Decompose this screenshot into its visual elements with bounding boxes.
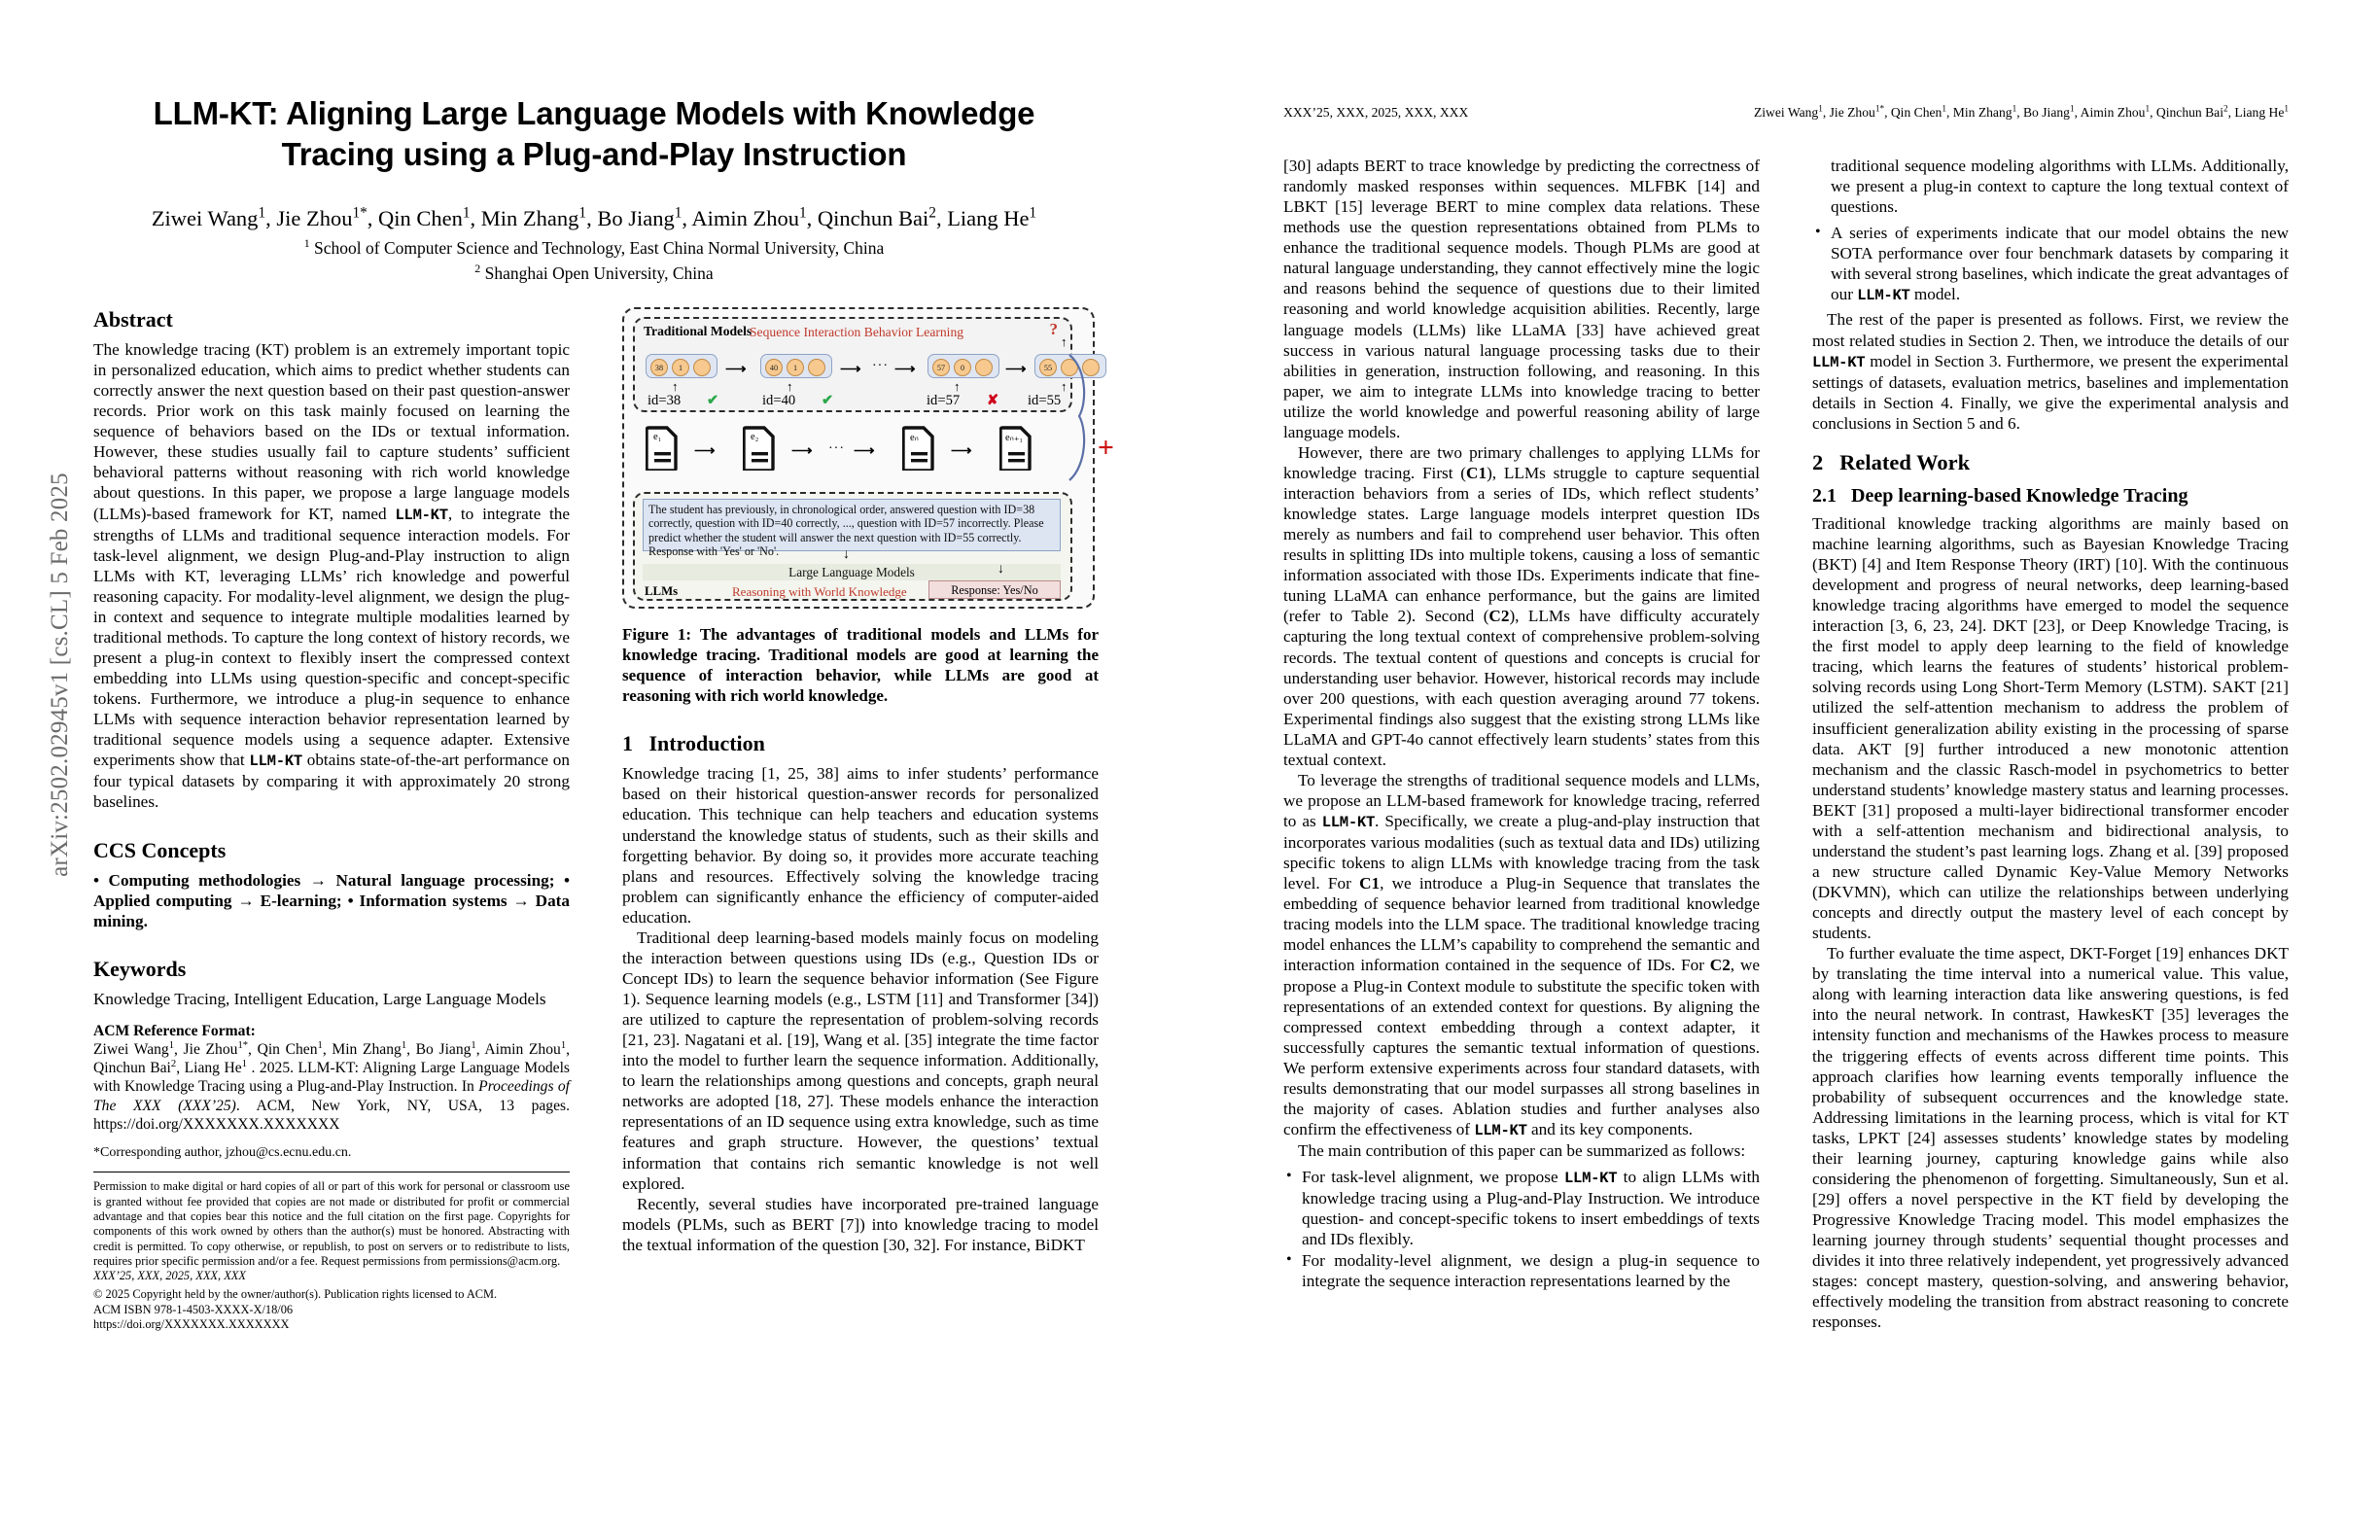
document-label: e₁ xyxy=(653,432,662,442)
related-work-paragraph-1: Traditional knowledge tracking algorithms are mainly based on machine learning algorithms, such as Bayesian Knowledge Tracing (BKT) [4] and Item Response Theory (IRT) [10]. With the continuous development and progress of neural networks, deep learning-based knowledge tracing algorithms have emerged to model the sequence interaction [3, 6, 23, 24]. DKT [23], or Deep Knowledge Tracing, is the first model to apply deep learning to the field of knowledge tracing, which learns the features of students’ historical problem-solving records using Long Short-Term Memory (LSTM). SAKT [21] utilized the self-attention mechanism to address the problem of insufficient generalization ability existing in the processing of sparse data. AKT [9] further introduced a new monotonic attention mechanism and the classic Rasch-model in psychometrics to better understand students’ knowledge mastery status and learning processes. BEKT [31] proposed a multi-layer bidirectional transformer encoder with a self-attention mechanism and bidirectional analysis, to understand the student’s past learning logs. Zhang et al. [39] proposed a new structure called Dynamic Key-Value Memory Networks (DKVMN), which can utilize the relationships between underlying concepts and directly output the mastery level of each concept by students. xyxy=(1812,513,2289,943)
bullet-2-continuation: traditional sequence modeling algorithms with LLMs. Additionally, we present a plug-in context to capture the long textual context of questions. xyxy=(1831,157,2289,217)
list-item: • For modality-level alignment, we design a plug-in sequence to integrate the sequence interaction representations learned by the xyxy=(1302,1250,1760,1291)
page-2-columns xyxy=(1283,156,2289,1410)
id-circle-flag: 1 xyxy=(787,359,804,376)
subsection-title: Deep learning-based Knowledge Tracing xyxy=(1851,484,2188,507)
id-circle-blank xyxy=(693,359,711,376)
copyright-permission: Permission to make digital or hard copies of all or part of this work for personal or classroom use is granted without fee provided that copies are not made or distributed for profit or commercial advantage and that copies bear this notice and the full citation on the first page. Copyrights for components of this work owned by others than the author(s) must be honored. Abstracting with credit is permitted. To copy otherwise, or republish, to post on servers or to redistribute to lists, requires prior specific permission and/or a fee. Request permissions from permissions@acm.org. xyxy=(93,1179,570,1268)
id-label: id=57 xyxy=(927,393,961,408)
contributions-list xyxy=(1283,1167,1760,1291)
plus-icon: + xyxy=(1097,432,1114,464)
id-token-box xyxy=(760,354,832,378)
id-circle-number: 55 xyxy=(1039,359,1057,376)
contributions-list-cont xyxy=(1812,223,2289,305)
document-icon xyxy=(743,426,776,471)
keywords-heading: Keywords xyxy=(93,957,187,982)
page-1-column-left xyxy=(93,307,570,1332)
page-2-column-left xyxy=(1283,156,1760,1293)
llms-tag: LLMs xyxy=(645,584,679,598)
reasoning-with-world-knowledge-label: Reasoning with World Knowledge xyxy=(732,584,907,599)
introduction-heading xyxy=(622,731,1099,756)
copyright-doi: https://doi.org/XXXXXXX.XXXXXXX xyxy=(93,1317,290,1332)
ellipsis-icon: ··· xyxy=(872,359,889,373)
document-label: eₙ₊₁ xyxy=(1005,433,1024,443)
copyright-holder: © 2025 Copyright held by the owner/author(s). Publication rights licensed to ACM. xyxy=(93,1287,498,1302)
paper-organization-paragraph: The rest of the paper is presented as follows. First, we review the most related studies in Section 2. Then, we introduce the details of our LLM-KT model in Section 3. Furthermore, we present the experimental settings of datasets, evaluation metrics, baselines and implementation details in Section 4. Finally, we give the experimental analysis and conclusions in Section 5 and 6. xyxy=(1812,310,2289,433)
page-2-column-right xyxy=(1812,156,2289,1332)
id-circle-flag: 0 xyxy=(954,359,971,376)
id-circle-blank xyxy=(975,359,993,376)
arrow-right-icon: ⟶ xyxy=(951,443,972,459)
running-head-authors: Ziwei Wang$^1$, Jie Zhou$^{1*}$, Qin Chen$^1$, Min Zhang$^1$, Bo Jiang$^1$, Aimin Zhou$^1$, Qinchun Bai$^2$, Liang He$^1$ xyxy=(1753,103,2289,120)
arrow-right-icon: ⟶ xyxy=(894,362,916,377)
page-title: LLM-KT: Aligning Large Language Models with Knowledge Tracing using a Plug-and-Play Instruction xyxy=(153,95,1035,173)
response-box: Response: Yes/No xyxy=(928,580,1061,599)
introduction-title: Introduction xyxy=(648,731,765,756)
author-list: Ziwei Wang$^1$, Jie Zhou$^{1*}$, Qin Chen$^1$, Min Zhang$^1$, Bo Jiang$^1$, Aimin Zhou$^1$, Qinchun Bai$^2$, Liang He$^1$ xyxy=(151,204,1037,231)
copyright-isbn: ACM ISBN 978-1-4503-XXXX-X/18/06 xyxy=(93,1302,294,1316)
id-circle-blank xyxy=(808,359,825,376)
introduction-paragraph-1: Knowledge tracing [1, 25, 38] aims to infer students’ performance based on their historical question-answer records for personalized education. This technique can help teachers and education systems understand the knowledge status of students, such as their skills and forgetting behavior. By doing so, it provides more accurate teaching plans and resources. Effectively solving the knowledge tracing problem can significantly enhance the efficiency of computer-aided education. xyxy=(622,764,1099,927)
arrow-right-icon: ⟶ xyxy=(694,443,716,459)
affiliation-1: $^1$ School of Computer Science and Technology, East China Normal University, China xyxy=(303,236,885,259)
correct-check-icon: ✔ xyxy=(822,393,834,408)
page-1-header-block xyxy=(93,93,1095,287)
copyright-venue: XXX’25, XXX, 2025, XXX, XXX xyxy=(93,1269,246,1283)
document-sequence-row xyxy=(638,426,1075,484)
arrow-up-icon: ↑ xyxy=(672,379,679,394)
page-1-column-right xyxy=(622,307,1114,1255)
large-language-models-band: Large Language Models xyxy=(643,564,1061,580)
arrow-down-icon: ↓ xyxy=(998,562,1004,577)
id-label: id=38 xyxy=(648,393,682,408)
arrow-right-icon: ⟶ xyxy=(854,443,875,459)
affiliation-2: $^2$ Shanghai Open University, China xyxy=(474,262,714,284)
arrow-down-icon: ↓ xyxy=(843,547,850,562)
id-label: id=40 xyxy=(762,393,796,408)
figure-1 xyxy=(622,307,1114,706)
list-item: • For task-level alignment, we propose LLM-KT to align LLMs with knowledge tracing using a Plug-and-Play Instruction. We introduce question- and concept-specific tokens to insert embeddings of texts and IDs flexibly. xyxy=(1302,1167,1760,1249)
document-label: e₂ xyxy=(751,432,759,442)
arrow-up-icon: ↑ xyxy=(1061,334,1068,349)
figure-1-frame xyxy=(622,307,1114,609)
arrow-right-icon: ⟶ xyxy=(1005,362,1027,377)
traditional-models-label: Traditional Models xyxy=(644,324,752,338)
acm-reference-heading: ACM Reference Format: xyxy=(93,1022,256,1039)
page-2-paragraph-2: However, there are two primary challenges to applying LLMs for knowledge tracing. First (C1), LLMs struggle to capture sequential interaction behaviors from a series of IDs, which reflect students’ knowledge states. Large language models interpret question IDs merely as numbers and fail to comprehend user behavior. This often results in splitting IDs into multiple tokens, causing a loss of semantic information associated with those IDs. Experiments indicate that fine-tuning LLaMA can enhance performance, but the gains are limited (refer to Table 2). Second (C2), LLMs have difficulty accurately capturing the long textual context of comprehensive problem-solving records. The textual content of questions and concepts is crucial for understanding user behavior. However, historical records may include over 200 questions, with each question averaging around 77 tokens. Experimental findings also suggest that the existing strong LLMs like LLaMA and GPT-4o cannot effectively learn students’ states from this textual context. xyxy=(1283,442,1760,769)
id-circle-number: 40 xyxy=(765,359,783,376)
ccs-text: • Computing methodologies → Natural language processing; • Applied computing → E-learning; • Information systems → Data mining. xyxy=(93,870,570,931)
related-work-paragraph-2: To further evaluate the time aspect, DKT-Forget [19] enhances DKT by translating the time interval into a numerical value. This value, along with learning interaction data like answering questions, is fed into the neural network. In contrast, HawkesKT [35] leverages the intensity function and mechanisms of the Hawkes process to measure the triggering effects of events across different time points. This approach clarifies how learning events temporally influence the probability of subsequent occurrences and the knowledge state. Addressing limitations in the learning process, which is vital for KT tasks, LPKT [24] assesses students’ knowledge states by modeling their learning journey, capturing knowledge gains while also considering the phenomenon of forgetting. Simultaneously, Sun et al. [29] offers a novel perspective in the KT field by developing the Progressive Knowledge Tracing model. This model emphasizes the learning journey through students’ sequential thought processes and divides it into three relatively independent, yet progressively advanced stages: concept mastery, question-solving, and answering behavior, effectively modeling the transition from abstract reasoning to concrete responses. xyxy=(1812,944,2289,1332)
abstract-heading: Abstract xyxy=(93,307,173,332)
related-work-title: Related Work xyxy=(1839,449,1971,474)
prompt-textbox: The student has previously, in chronological order, answered question with ID=38 correctly, question with ID=40 correctly, ..., question with ID=57 incorrectly. Please predict whether the student will answer the next question with ID=55 correctly. Response with 'Yes' or 'No'. xyxy=(643,499,1061,551)
arrow-right-icon: ⟶ xyxy=(840,362,861,377)
id-circle-number: 38 xyxy=(650,359,668,376)
document-label: eₙ xyxy=(910,433,919,443)
id-sequence-row xyxy=(646,354,1071,379)
running-head-venue: XXX’25, XXX, 2025, XXX, XXX xyxy=(1283,105,1469,120)
id-label: id=55 xyxy=(1028,393,1062,408)
correct-check-icon: ✔ xyxy=(707,393,719,408)
acm-reference-text: Ziwei Wang$^1$, Jie Zhou$^{1*}$, Qin Chen$^1$, Min Zhang$^1$, Bo Jiang$^1$, Aimin Zhou$^1$, Qinchun Bai$^2$, Liang He$^1$ . 2025. LLM-KT: Aligning Large Language Models with Knowledge Tracing using a Plug-and-Play Instruction. In Proceedings of The XXX (XXX’25). ACM, New York, NY, USA, 13 pages. https://doi.org/XXXXXXX.XXXXXXX xyxy=(93,1039,571,1133)
figure-1-caption: Figure 1: The advantages of traditional models and LLMs for knowledge tracing. Traditional models are good at learning the sequence of interaction behavior, while LLMs are good at reasoning with rich world knowledge. xyxy=(622,625,1099,706)
arrow-right-icon: ⟶ xyxy=(725,362,747,377)
model-name-token: LLM-KT xyxy=(395,506,448,524)
arrow-right-icon: ⟶ xyxy=(791,443,813,459)
introduction-paragraph-3: Recently, several studies have incorporated pre-trained language models (PLMs, such as BERT [7]) into knowledge tracing to model the textual information of the question [30, 32]. For instance, BiDKT xyxy=(622,1194,1099,1254)
model-name-token: LLM-KT xyxy=(249,752,302,771)
list-item: • A series of experiments indicate that our model obtains the new SOTA performance over four benchmark datasets by comparing it with several strong baselines, which indicate the great advantages of our LLM-KT model. xyxy=(1831,223,2289,305)
introduction-paragraph-2: Traditional deep learning-based models mainly focus on modeling the interaction between questions using IDs (e.g., Question IDs or Concept IDs) to learn the sequence behavior information (See Figure 1). Sequence learning models (e.g., LSTM [11] and Transformer [34]) are utilized to capture the representation of problem-solving records [21, 23]. Nagatani et al. [19], Wang et al. [35] integrate the time factor into the model to further learn the sequence information. Additionally, to learn the relationships among questions and concepts, graph neural networks are adopted [18, 27]. These models enhance the interaction representations of an ID sequence using extra knowledge, such as time features and graph structure. However, the questions’ textual information that contains rich semantic knowledge is not well explored. xyxy=(622,928,1099,1193)
ccs-heading: CCS Concepts xyxy=(93,837,227,862)
subsection-heading xyxy=(1812,485,2289,508)
id-circle-number: 57 xyxy=(932,359,950,376)
ellipsis-icon: ··· xyxy=(828,441,845,456)
curly-brace-icon xyxy=(1068,352,1091,483)
arrow-up-icon: ↑ xyxy=(954,379,961,394)
keywords-text: Knowledge Tracing, Intelligent Education, Large Language Models xyxy=(93,990,546,1009)
page-2-paragraph-1: [30] adapts BERT to trace knowledge by predicting the correctness of randomly masked responses within sequences. MLFBK [14] and LBKT [15] leverage BERT to mine complex data relations. These methods use the question representations obtained from PLMs to enhance the traditional sequence models. Though PLMs are good at natural language understanding, they cannot effectively mine the logic and reasons behind the sequence of questions due to their limited reasoning and world knowledge acquisition abilities. Recently, large language models (LLMs) like LLaMA [33] have achieved great success in various natural language processing tasks due to their abilities in generation, instruction following, and reasoning. In this paper, we aim to integrate LLMs into knowledge tracing to better utilize the world knowledge and powerful reasoning ability of large language models. xyxy=(1283,157,1760,441)
id-token-box xyxy=(646,354,718,378)
related-work-number: 2 xyxy=(1812,449,1824,474)
document-icon xyxy=(646,426,679,471)
sequence-interaction-label: Sequence Interaction Behavior Learning xyxy=(750,325,964,339)
page-1-columns xyxy=(93,307,1114,1503)
related-work-heading xyxy=(1812,450,2289,475)
question-mark-icon: ? xyxy=(1049,320,1058,338)
incorrect-cross-icon: ✘ xyxy=(987,393,999,408)
page-2-paragraph-4: The main contribution of this paper can be summarized as follows: xyxy=(1298,1141,1746,1161)
id-circle-flag: 1 xyxy=(672,359,689,376)
abstract-text: The knowledge tracing (KT) problem is an extremely important topic in personalized education, which aims to predict whether students can correctly answer the next question based on their past question-answer records. Prior work on this task mainly focused on learning the sequence of behaviors based on the IDs or textual information. However, these studies usually fail to capture students’ sufficient behavioral patterns without reasoning with rich world knowledge about questions. In this paper, we propose a large language models (LLMs)-based framework for KT, named LLM-KT, to integrate the strengths of LLMs and traditional sequence interaction models. For task-level alignment, we design Plug-and-Play instruction to align LLMs with KT, leveraging LLMs’ rich knowledge and powerful reasoning capacity. For modality-level alignment, we design the plug-in context and sequence to integrate multiple modalities learned by traditional methods. To capture the long context of history records, we present a plug-in context to flexibly insert the compressed context embedding into LLMs using question-specific and concept-specific tokens. Furthermore, we introduce a plug-in sequence to enhance LLMs with sequence interaction behavior representation learned by traditional sequence models using a sequence adapter. Extensive experiments show that LLM-KT obtains state-of-the-art performance on four typical datasets by comparing it with approximately 20 strong baselines. xyxy=(93,340,570,812)
page-2 xyxy=(1190,0,2380,1540)
arrow-up-icon: ↑ xyxy=(1061,379,1068,394)
traditional-models-panel xyxy=(633,317,1072,412)
id-token-box xyxy=(928,354,999,378)
introduction-number: 1 xyxy=(622,731,633,756)
document-icon xyxy=(902,426,935,471)
subsection-number: 2.1 xyxy=(1812,484,1837,507)
arxiv-stamp: arXiv:2502.02945v1 [cs.CL] 5 Feb 2025 xyxy=(47,472,73,877)
corresponding-author-note: *Corresponding author, jzhou@cs.ecnu.edu.cn. xyxy=(93,1145,352,1161)
llm-panel xyxy=(633,492,1072,601)
page-2-paragraph-3: To leverage the strengths of traditional sequence models and LLMs, we propose an LLM-based framework for knowledge tracing, referred to as LLM-KT. Specifically, we create a plug-and-play instruction that incorporates various modalities (such as textual data and IDs) utilizing specific tokens to align LLMs with knowledge tracing from the task level. For C1, we introduce a Plug-in Sequence that translates the embedding of sequence behavior learned from traditional knowledge tracing models into the LLM space. The traditional knowledge tracing model enhances the LLM’s capability to comprehend the semantic and interaction information contained in the sequence of IDs. For C2, we propose a Plug-in Context module to substitute the specific token with representations of an extended context for questions. By aligning the compressed context embedding through a context adapter, it successfully captures the semantic textual information of questions. We perform extensive experiments across four standard datasets, with results demonstrating that our model surpasses all strong baselines in the majority of cases. Ablation studies and further analyses also confirm the effectiveness of LLM-KT and its key components. xyxy=(1283,770,1760,1139)
arrow-up-icon: ↑ xyxy=(787,379,793,394)
